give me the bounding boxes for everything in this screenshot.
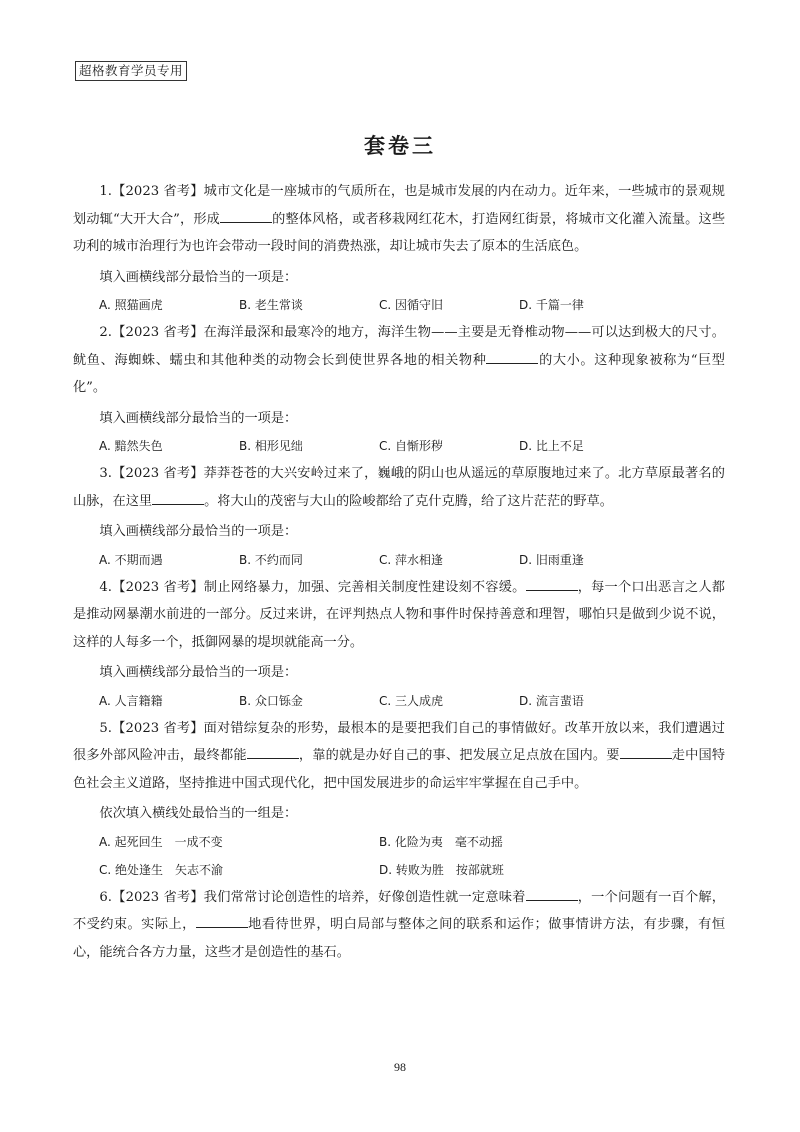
option-a: A. 起死回生 一成不变 — [99, 834, 223, 849]
stem-text: 的大小。这种现象被称为“巨型化”。 — [73, 352, 725, 395]
fill-blank — [526, 576, 578, 591]
question-tag: 【2023 省考】 — [111, 325, 204, 340]
fill-blank — [220, 208, 272, 223]
question-stem — [73, 178, 725, 261]
question-number: 6. — [99, 889, 112, 905]
question-tag: 【2023 省考】 — [111, 466, 204, 481]
fill-blank — [526, 886, 578, 901]
option-d: D. 旧雨重逢 — [519, 552, 584, 567]
option-c: C. 绝处逢生 矢志不渝 — [99, 862, 224, 877]
question-tag: 【2023 省考】 — [111, 184, 204, 199]
option-a: A. 黯然失色 — [99, 439, 163, 453]
question-5 — [73, 715, 725, 884]
stem-text: 城市文化是一座城市的气质所在，也是城市发展的内在动力。近年来，一些城市的景观规划动辄“大开大合”，形成 — [73, 184, 725, 227]
question-1 — [73, 178, 725, 319]
stem-text: 我们常常讨论创造性的培养，好像创造性就一定意味着 — [203, 889, 526, 905]
option-c: C. 三人成虎 — [379, 693, 444, 708]
question-prompt: 填入画横线部分最恰当的一项是： — [99, 269, 298, 285]
fill-blank — [247, 744, 299, 759]
question-stem — [73, 460, 725, 515]
question-number: 3. — [99, 466, 112, 481]
fill-blank — [620, 744, 672, 759]
question-tag: 【2023 省考】 — [111, 579, 204, 595]
stem-text: ，每一个口出恶言之人都是推动网暴潮水前进的一部分。反过来讲，在评判热点人物和事件时保持善意和理智，哪怕只是做到少说不说，这样的人每多一个，抵御网暴的堤坝就能高一分。 — [73, 579, 725, 650]
option-d: D. 流言蜚语 — [519, 693, 584, 708]
question-number: 1. — [99, 184, 112, 199]
option-a: A. 照猫画虎 — [99, 298, 163, 312]
option-a: A. 人言籍籍 — [99, 693, 163, 708]
question-2 — [73, 319, 725, 460]
options — [73, 432, 725, 460]
option-b: B. 化险为夷 毫不动摇 — [379, 834, 503, 849]
stem-text: 。将大山的茂密与大山的险峻都给了克什克腾，给了这片茫茫的野草。 — [204, 493, 613, 509]
stem-text: 地看待世界，明白局部与整体之间的联系和运作；做事情讲方法，有步骤，有恒心，能统合各方力量，这些才是创造性的基石。 — [73, 917, 726, 960]
fill-blank — [196, 913, 248, 928]
page-number: 98 — [394, 1060, 406, 1074]
question-number: 2. — [99, 325, 112, 340]
question-3 — [73, 460, 725, 574]
stem-text: ，靠的就是办好自己的事、把发展立足点放在国内。要 — [298, 748, 620, 763]
options — [73, 546, 725, 574]
question-6 — [73, 884, 725, 967]
question-tag: 【2023 省考】 — [111, 720, 204, 736]
stem-text: 莽莽苍苍的大兴安岭过来了，巍峨的阴山也从遥远的草原腹地过来了。北方草原最著名的山脉，在这里 — [73, 466, 725, 509]
option-b: B. 老生常谈 — [239, 298, 303, 312]
stem-text: 在海洋最深和最寒冷的地方，海洋生物——主要是无脊椎动物——可以达到极大的尺寸。鱿鱼、海蜘蛛、蠕虫和其他种类的动物会长到使世界各地的相关物种 — [73, 325, 725, 368]
options — [73, 291, 725, 319]
stem-text: 面对错综复杂的形势，最根本的是要把我们自己的事情做好。改革开放以来，我们遭遇过很多外部风险冲击，最终都能 — [73, 720, 725, 763]
page-title: 套卷三 — [364, 133, 436, 158]
option-d: D. 千篇一律 — [519, 298, 584, 312]
options — [73, 828, 725, 884]
question-number: 4. — [99, 579, 112, 595]
option-b: B. 众口铄金 — [239, 693, 303, 708]
fill-blank — [486, 349, 538, 364]
question-prompt: 填入画横线部分最恰当的一项是： — [99, 665, 298, 680]
question-prompt: 填入画横线部分最恰当的一项是： — [99, 524, 298, 539]
options — [73, 687, 725, 715]
option-b: B. 不约而同 — [239, 552, 303, 567]
stem-text: ，一个问题有一百个解，不受约束。实际上， — [73, 889, 725, 932]
question-tag: 【2023 省考】 — [111, 889, 204, 905]
question-number: 5. — [99, 720, 112, 736]
stem-text: 制止网络暴力，加强、完善相关制度性建设刻不容缓。 — [203, 579, 526, 595]
stem-text: 的整体风格，或者移栽网红花木，打造网红街景，将城市文化灌入流量。这些功利的城市治理行为也许会带动一段时间的消费热涨，却让城市失去了原本的生活底色。 — [73, 211, 726, 254]
fill-blank — [152, 490, 204, 505]
question-stem — [73, 574, 725, 657]
question-stem — [73, 319, 725, 402]
question-prompt: 填入画横线部分最恰当的一项是： — [99, 410, 298, 426]
question-prompt: 依次填入横线处最恰当的一组是： — [99, 806, 298, 821]
option-c: C. 萍水相逢 — [379, 552, 444, 567]
option-d: D. 转败为胜 按部就班 — [379, 862, 504, 877]
option-b: B. 相形见绌 — [239, 439, 303, 453]
question-stem — [73, 715, 725, 798]
stem-text: 走中国特色社会主义道路，坚持推进中国式现代化，把中国发展进步的命运牢牢掌握在自己手中。 — [73, 748, 726, 791]
option-a: A. 不期而遇 — [99, 552, 163, 567]
option-c: C. 自惭形秽 — [379, 439, 444, 453]
question-list — [73, 178, 725, 966]
question-stem — [73, 884, 725, 967]
option-d: D. 比上不足 — [519, 439, 584, 453]
header-stamp: 超格教育学员专用 — [75, 61, 187, 81]
question-4 — [73, 574, 725, 715]
option-c: C. 因循守旧 — [379, 298, 444, 312]
